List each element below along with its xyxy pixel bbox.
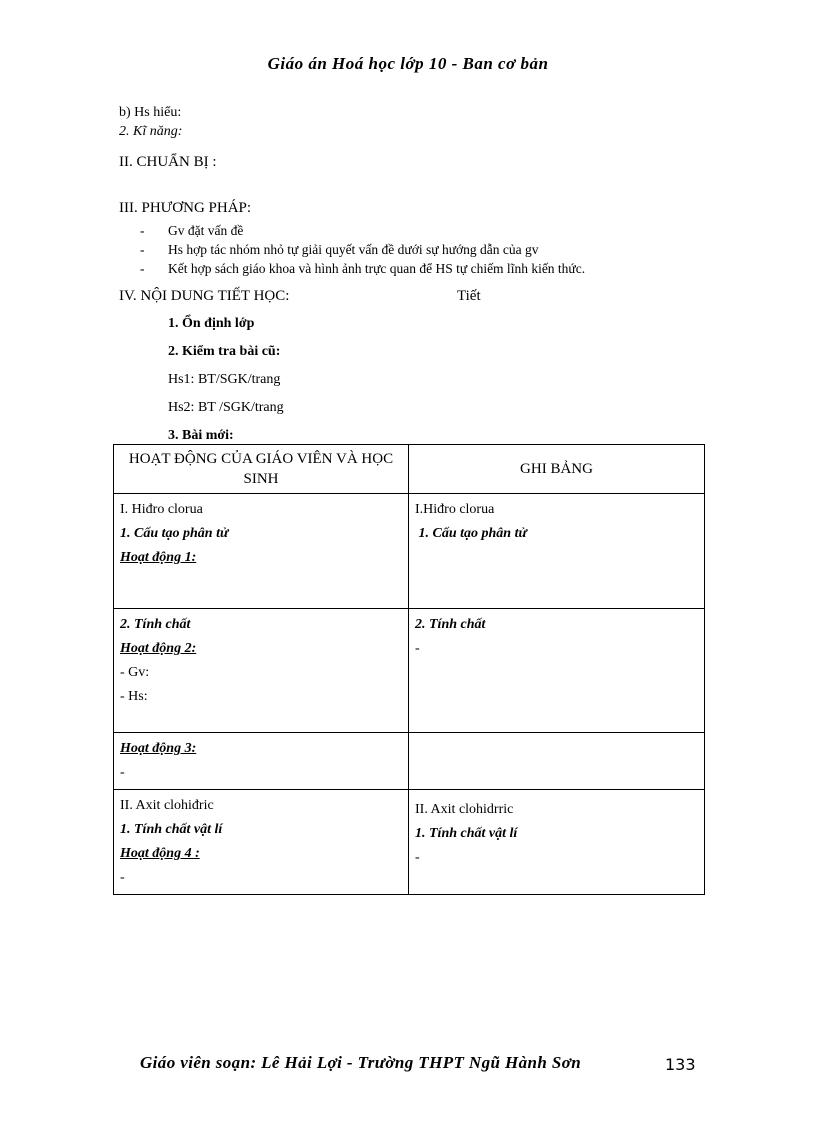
method-item: - Hs hợp tác nhóm nhỏ tự giải quyết vấn đề dưới sự hướng dẫn của gv xyxy=(140,242,539,257)
phuong-phap-heading: III. PHƯƠNG PHÁP: xyxy=(119,200,252,216)
row4-left: II. Axit clohiđric 1. Tính chất vật lí Hoạt động 4 : - xyxy=(114,790,409,895)
row2-right: 2. Tính chất - xyxy=(409,609,705,733)
page-footer: Giáo viên soạn: Lê Hải Lợi - Trường THPT Ngũ Hành Sơn xyxy=(140,1053,582,1072)
hs2-line: Hs2: BT /SGK/trang xyxy=(168,400,284,415)
hs-hieu-line: b) Hs hiểu: xyxy=(119,105,182,120)
chuan-bi-heading: II. CHUẨN BỊ : xyxy=(119,154,217,170)
methods-list xyxy=(140,221,585,278)
row1-right: I.Hiđro clorua 1. Cấu tạo phân tử xyxy=(409,494,705,609)
header-left: HOẠT ĐỘNG CỦA GIÁO VIÊN VÀ HỌC SINH xyxy=(114,445,409,494)
table-row xyxy=(114,609,705,733)
lesson-table xyxy=(113,444,705,895)
table-row xyxy=(114,790,705,895)
noi-dung-heading: IV. NỘI DUNG TIẾT HỌC: xyxy=(119,288,290,304)
tiet-label: Tiết xyxy=(457,288,481,304)
row4-right: II. Axit clohidrric 1. Tính chất vật lí - xyxy=(409,790,705,895)
row3-right xyxy=(409,733,705,790)
ki-nang-heading: 2. Kĩ năng: xyxy=(119,124,183,139)
bai-moi-heading: 3. Bài mới: xyxy=(168,428,234,443)
on-dinh-lop: 1. Ổn định lớp xyxy=(168,316,255,331)
table-row xyxy=(114,494,705,609)
method-item: - Kết hợp sách giáo khoa và hình ảnh trực quan để HS tự chiếm lĩnh kiến thức. xyxy=(140,261,586,276)
hs1-line: Hs1: BT/SGK/trang xyxy=(168,372,281,387)
page-header: Giáo án Hoá học lớp 10 - Ban cơ bản xyxy=(267,54,549,73)
row1-left: I. Hiđro clorua 1. Cấu tạo phân tử Hoạt động 1: xyxy=(114,494,409,609)
method-item: - Gv đặt vấn đề xyxy=(140,223,244,238)
table-header-row xyxy=(114,445,705,494)
kiem-tra-bai-cu: 2. Kiểm tra bài cũ: xyxy=(168,344,281,359)
table-row xyxy=(114,733,705,790)
row2-left: 2. Tính chất Hoạt động 2: - Gv: - Hs: xyxy=(114,609,409,733)
page-number: 133 xyxy=(665,1055,696,1074)
row3-left: Hoạt động 3: - xyxy=(114,733,409,790)
header-right: GHI BẢNG xyxy=(409,445,705,494)
